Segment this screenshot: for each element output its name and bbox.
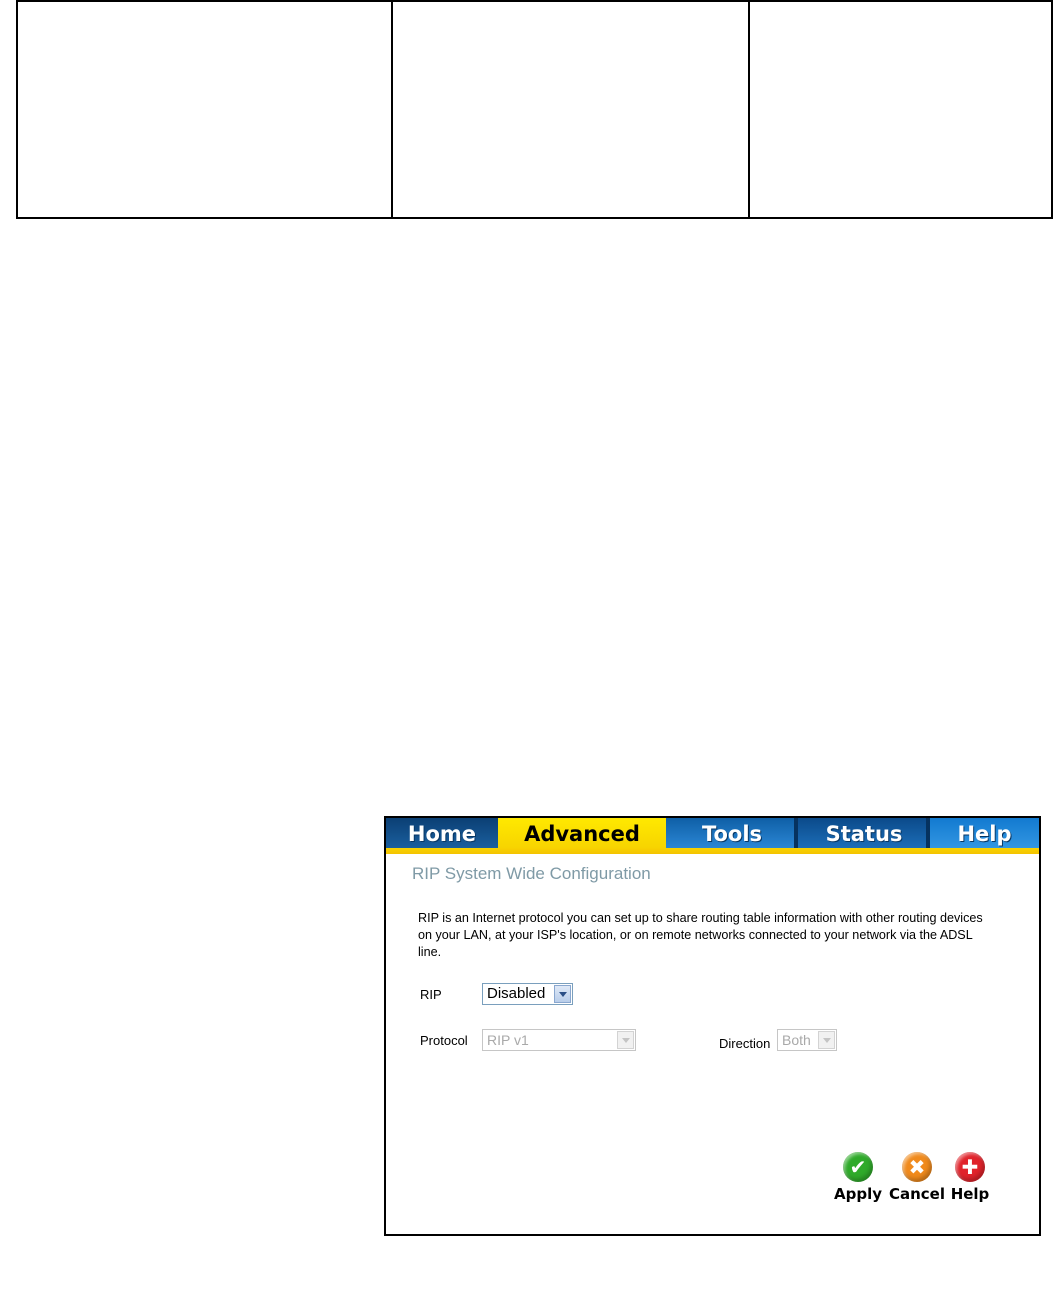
help-button[interactable] [949,1152,991,1203]
plus-icon: ✚ [955,1152,985,1182]
direction-select-value: Both [782,1032,811,1048]
x-icon: ✖ [902,1152,932,1182]
chevron-down-icon[interactable] [554,985,571,1003]
description-text: RIP is an Internet protocol you can set up to share routing table information with other routing devices on your LAN, at your ISP's location, or on remote networks connected to your network via the ADSL line. [418,911,983,959]
tab-underline [386,848,1039,854]
table-cell [392,1,749,218]
cancel-button[interactable] [888,1152,946,1203]
rip-select[interactable] [482,983,573,1005]
help-label: Help [950,1185,990,1203]
direction-label: Direction [719,1036,771,1051]
protocol-select[interactable] [482,1029,636,1051]
tab-status[interactable]: Status [798,818,930,848]
tab-tools[interactable]: Tools [666,818,798,848]
rip-select-value: Disabled [487,985,546,1002]
apply-button[interactable] [833,1152,883,1203]
page-title: RIP System Wide Configuration [412,864,651,883]
cancel-label: Cancel [888,1185,945,1203]
tab-separator [794,818,798,848]
check-icon: ✔ [843,1152,873,1182]
tab-help[interactable]: Help [930,818,1039,848]
tab-advanced[interactable]: Advanced [498,818,666,848]
rip-label: RIP [420,987,442,1002]
table-cell [749,1,1052,218]
apply-label: Apply [833,1185,882,1203]
chevron-down-icon[interactable] [617,1031,634,1049]
protocol-label: Protocol [420,1033,468,1048]
tab-bar [386,818,1039,848]
chevron-down-icon[interactable] [818,1031,835,1049]
protocol-select-value: RIP v1 [487,1032,529,1048]
empty-table [16,0,1053,219]
router-config-screenshot [384,816,1041,1236]
tab-separator [926,818,930,848]
direction-select[interactable] [777,1029,837,1051]
table-cell [17,1,392,218]
tab-home[interactable]: Home [386,818,498,848]
